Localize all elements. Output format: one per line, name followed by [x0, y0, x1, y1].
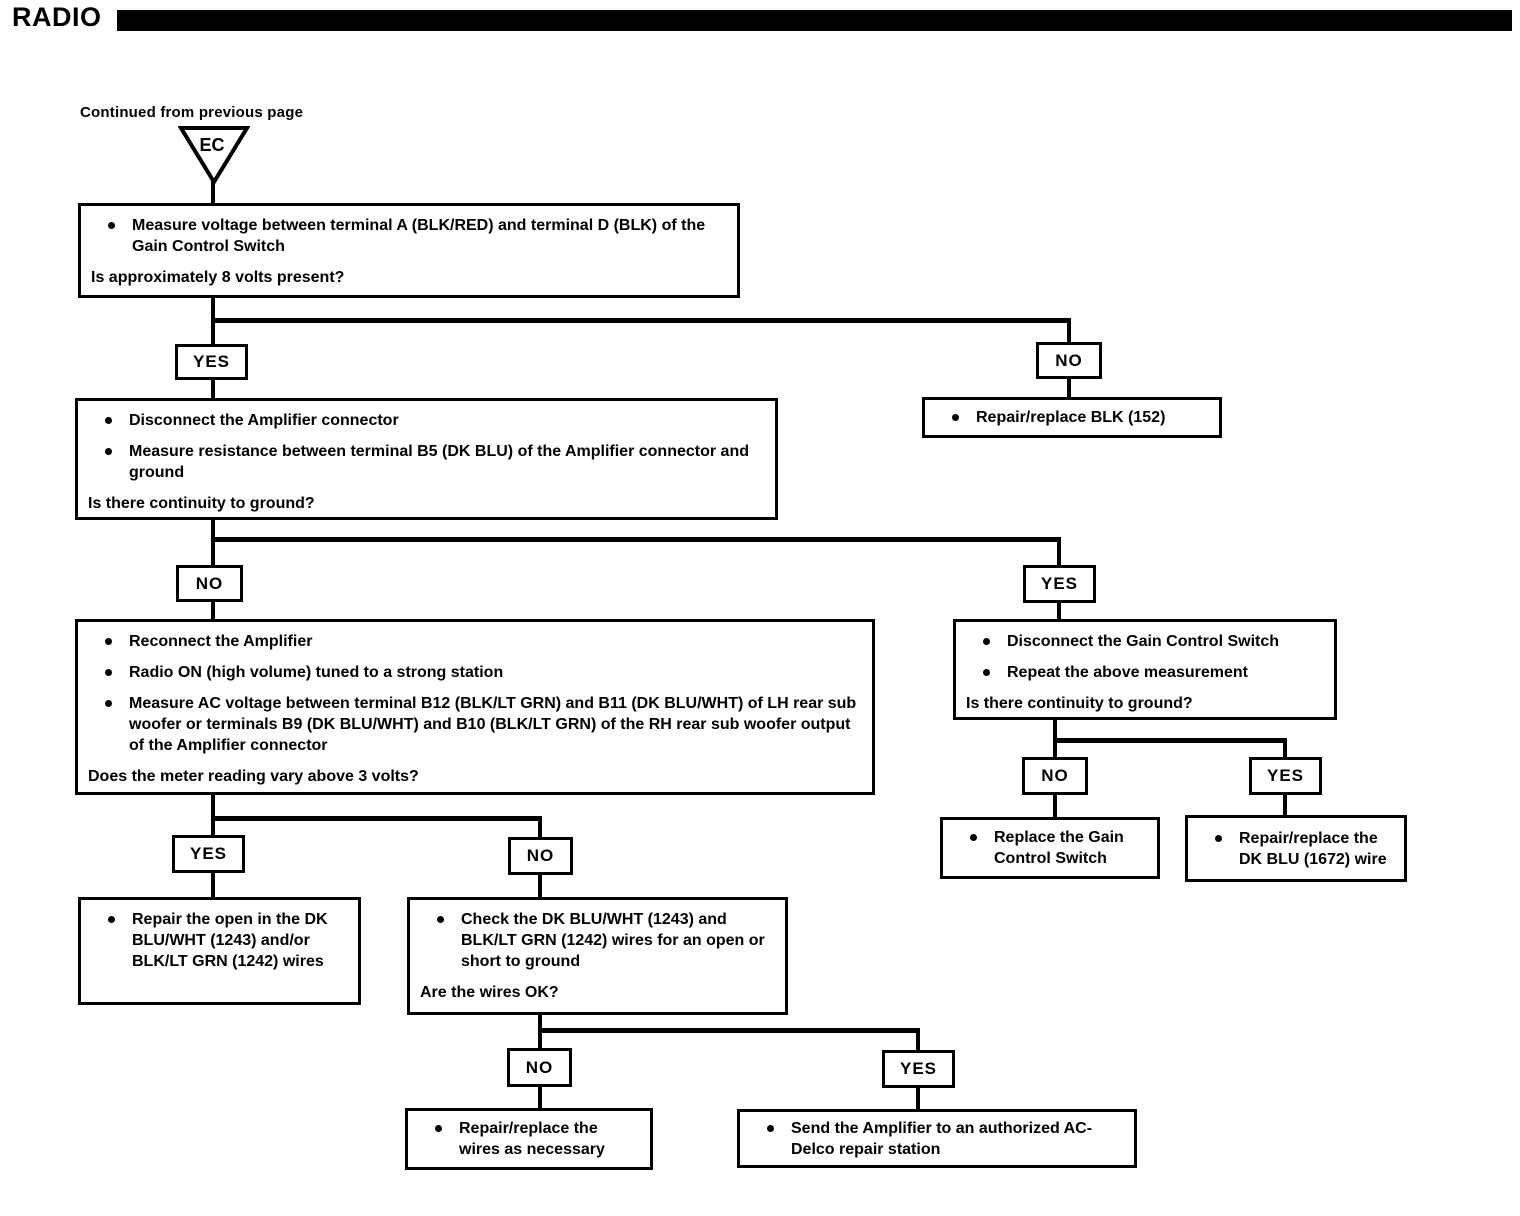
bullet-icon [435, 1125, 442, 1132]
connector-line [211, 380, 215, 398]
node-repair-open-wires [78, 897, 361, 1005]
bullet-icon [952, 414, 959, 421]
node-text: Check the DK BLU/WHT (1243) and BLK/LT GRN (1242) wires for an open or short to ground [461, 911, 765, 970]
question-text: Is approximately 8 volts present? [91, 269, 345, 286]
connector-line [1057, 603, 1061, 619]
bullet-icon [1215, 835, 1222, 842]
node-text: Measure AC voltage between terminal B12 (BLK/LT GRN) and B11 (DK BLU/WHT) of LH rear sub woofer or terminals B9 (DK BLU/WHT) and B10 (BLK/LT GRN) of the RH rear sub woofer output of the Amplifier connector [129, 695, 857, 754]
bullet-icon [108, 916, 115, 923]
connector-line [538, 1028, 920, 1033]
bullet-icon [105, 638, 112, 645]
node-text: Reconnect the Amplifier [129, 633, 313, 650]
header-bar [117, 10, 1512, 31]
node-text: Repair/replace the wires as necessary [459, 1120, 605, 1158]
node-text: Send the Amplifier to an authorized AC-Delco repair station [791, 1119, 1093, 1158]
decision-yes-wires-ok: YES [882, 1050, 955, 1088]
connector-line [211, 537, 1061, 542]
node-text: Repair/replace the DK BLU (1672) wire [1239, 829, 1387, 868]
connector-line [211, 873, 215, 897]
decision-no-gain-continuity: NO [1022, 757, 1088, 795]
node-send-amplifier [737, 1109, 1137, 1168]
connector-line [211, 181, 215, 203]
connector-line [538, 875, 542, 897]
node-disconnect-gain-switch [953, 619, 1337, 720]
node-text: Measure voltage between terminal A (BLK/RED) and terminal D (BLK) of the Gain Control Switch [132, 217, 706, 255]
bullet-icon [105, 669, 112, 676]
node-text: Measure resistance between terminal B5 (DK BLU) of the Amplifier connector and ground [129, 443, 749, 481]
decision-no-continuity: NO [176, 565, 243, 602]
bullet-icon [970, 834, 977, 841]
question-text: Is there continuity to ground? [966, 695, 1193, 712]
bullet-icon [437, 916, 444, 923]
connector-line [916, 1028, 920, 1050]
bullet-icon [983, 669, 990, 676]
bullet-icon [767, 1125, 774, 1132]
question-text: Is there continuity to ground? [88, 495, 315, 512]
node-repair-wires [405, 1108, 653, 1170]
bullet-icon [105, 700, 112, 707]
question-text: Are the wires OK? [420, 984, 559, 1001]
connector-line [211, 318, 1071, 323]
decision-no-meter: NO [508, 837, 573, 875]
bullet-icon [105, 448, 112, 455]
connector-line [1283, 795, 1287, 815]
connector-line [211, 520, 215, 565]
connector-line [538, 1087, 542, 1108]
connector-line [211, 602, 215, 619]
connector-line [1067, 379, 1071, 398]
node-repair-dk-blu-wire [1185, 815, 1407, 882]
continued-from-label: Continued from previous page [80, 104, 304, 121]
node-repair-blk [922, 397, 1222, 438]
decision-yes-voltage: YES [175, 344, 248, 380]
connector-line [916, 1088, 920, 1109]
decision-yes-continuity: YES [1023, 565, 1096, 603]
connector-line [1057, 537, 1061, 565]
connector-line [1283, 738, 1287, 757]
decision-no-voltage: NO [1036, 342, 1102, 379]
connector-line [538, 816, 542, 837]
question-text: Does the meter reading vary above 3 volts? [88, 768, 419, 785]
connector-line [211, 816, 542, 821]
node-check-wires [407, 897, 788, 1015]
ec-connector-label: EC [199, 135, 225, 155]
node-text: Disconnect the Amplifier connector [129, 412, 399, 429]
node-text: Disconnect the Gain Control Switch [1007, 633, 1280, 650]
decision-no-wires-ok: NO [507, 1048, 572, 1087]
node-text: Repair/replace BLK (152) [976, 409, 1166, 426]
node-text: Replace the Gain Control Switch [994, 829, 1124, 867]
node-text: Repeat the above measurement [1007, 664, 1248, 681]
bullet-icon [108, 222, 115, 229]
bullet-icon [105, 417, 112, 424]
page-title: RADIO [12, 2, 102, 32]
connector-line [1067, 318, 1071, 343]
connector-line [1053, 738, 1287, 743]
decision-yes-gain-continuity: YES [1249, 757, 1322, 795]
bullet-icon [983, 638, 990, 645]
node-text: Radio ON (high volume) tuned to a strong station [129, 664, 504, 681]
node-text: Repair the open in the DK BLU/WHT (1243) and/or BLK/LT GRN (1242) wires [132, 911, 328, 970]
connector-line [211, 795, 215, 835]
connector-line [1053, 795, 1057, 817]
node-replace-gain-switch [940, 817, 1160, 879]
ec-connector-triangle-icon [178, 125, 250, 185]
node-disconnect-amplifier [75, 398, 778, 520]
node-measure-ac-voltage [75, 619, 875, 795]
decision-yes-meter: YES [172, 835, 245, 873]
node-measure-voltage [78, 203, 740, 298]
